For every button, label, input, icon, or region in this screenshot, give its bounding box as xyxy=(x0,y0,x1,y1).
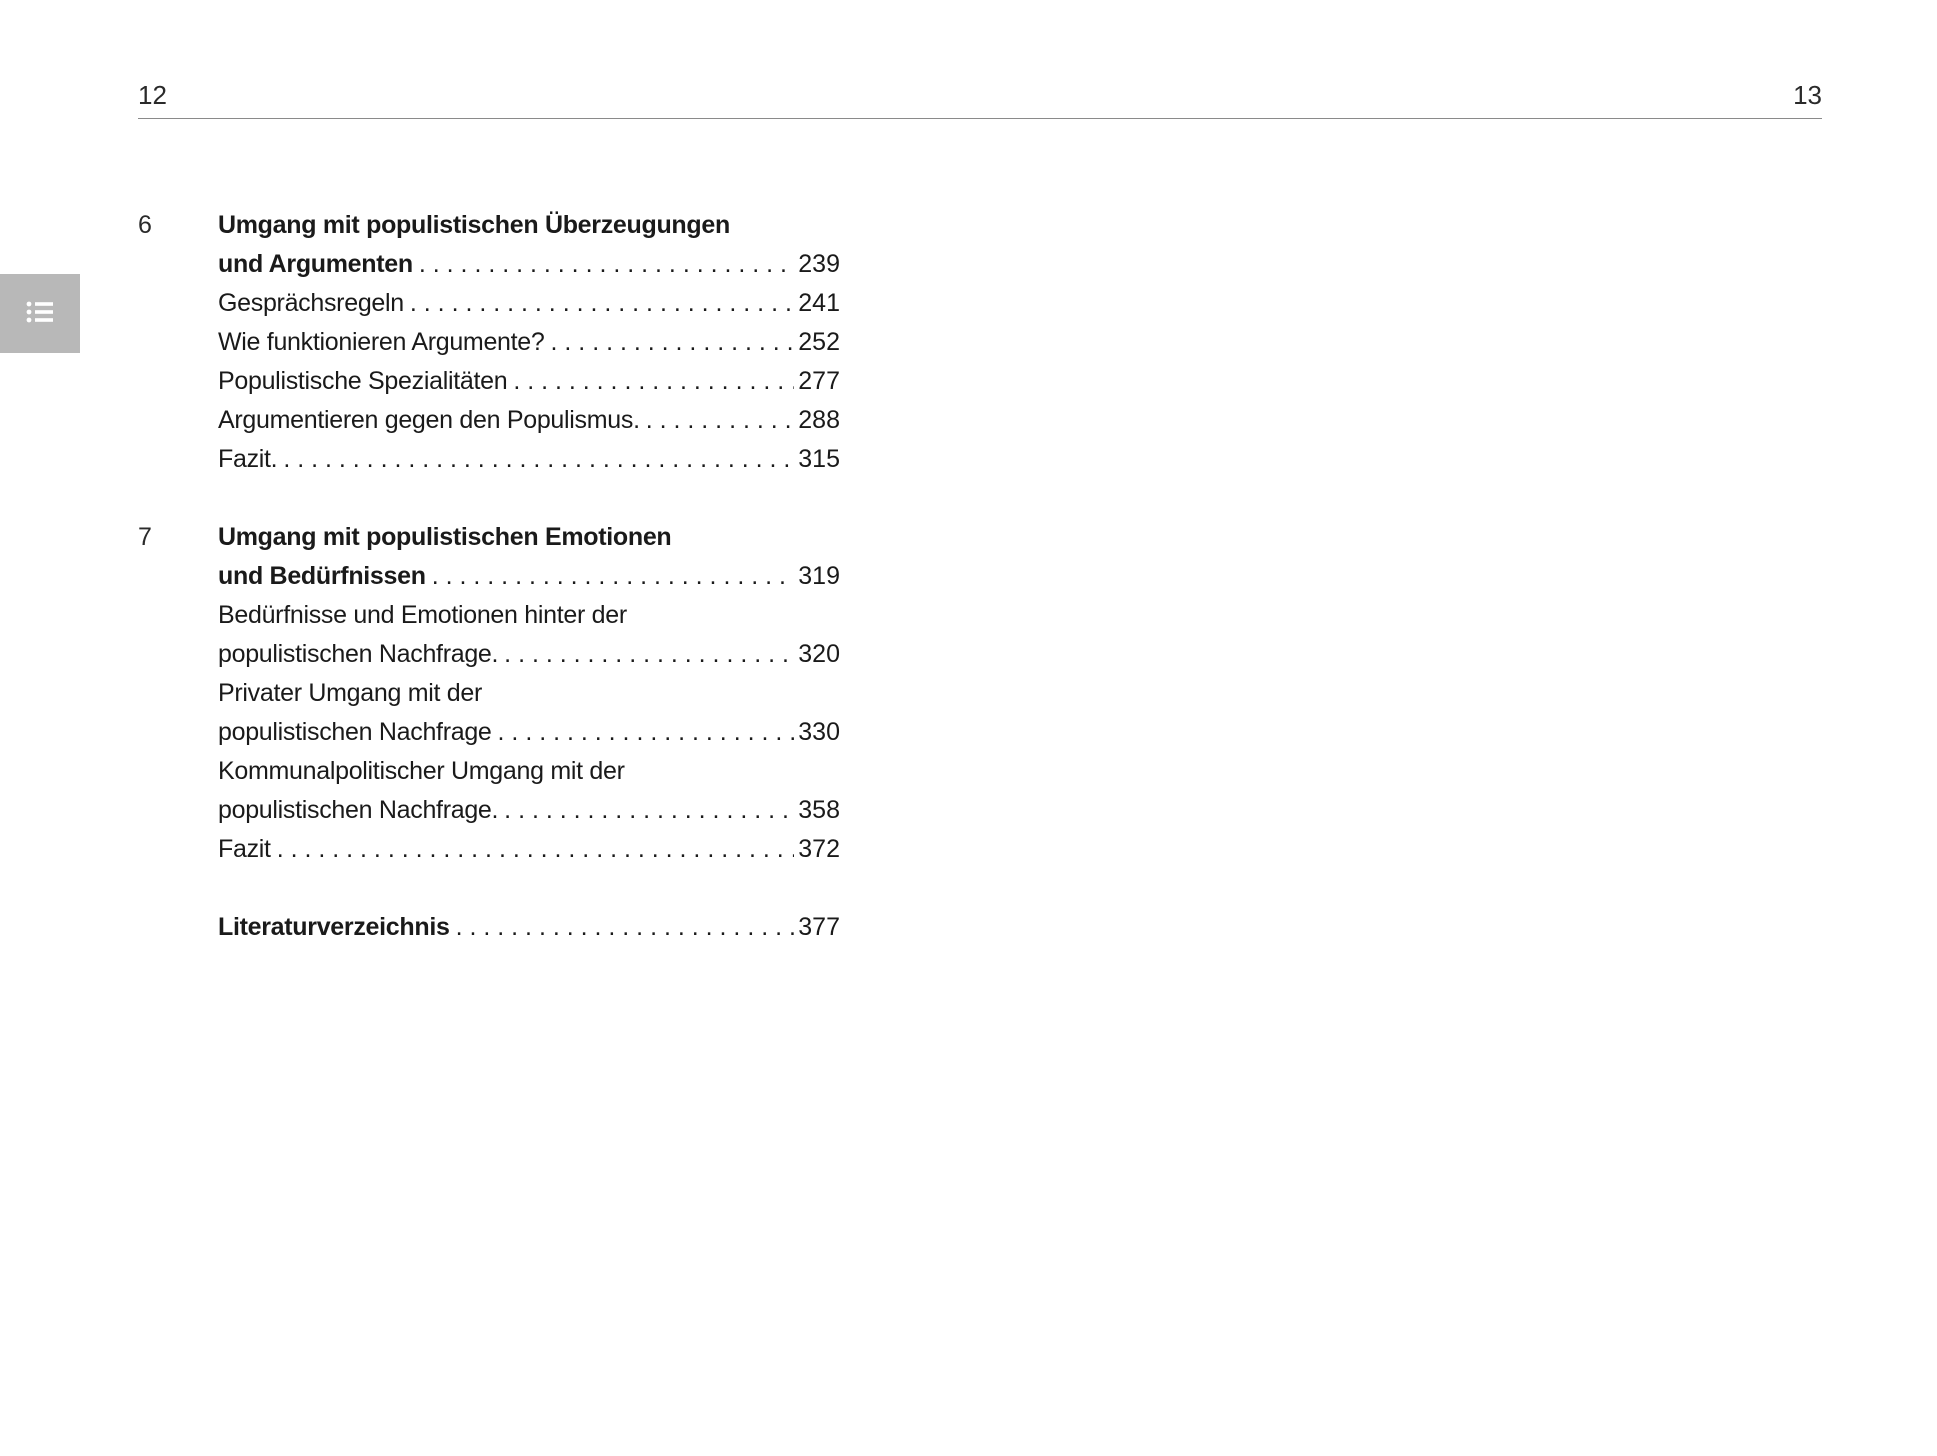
toc-entry[interactable] xyxy=(218,791,840,830)
table-of-contents-button[interactable] xyxy=(0,274,80,353)
bibliography-entry[interactable] xyxy=(218,908,840,947)
chapter-number: 7 xyxy=(138,523,152,551)
dot-leader xyxy=(419,245,794,284)
dot-leader xyxy=(410,284,794,323)
dot-leader xyxy=(277,830,795,869)
page-number: 315 xyxy=(798,445,840,473)
toc-entry[interactable] xyxy=(218,440,840,479)
dot-leader xyxy=(283,440,794,479)
toc-entry[interactable] xyxy=(218,401,840,440)
entry-title-line1: Bedürfnisse und Emotionen hinter der xyxy=(218,601,627,629)
entry-title-line1: Kommunalpolitischer Umgang mit der xyxy=(218,757,625,785)
chapter-title-entry[interactable] xyxy=(218,557,840,596)
dot-leader xyxy=(513,362,794,401)
toc-entry[interactable] xyxy=(218,830,840,869)
entry-title: Wie funktionieren Argumente? xyxy=(218,328,545,356)
chapter-title-line2: und Argumenten xyxy=(218,250,413,278)
left-page-number: 12 xyxy=(138,80,167,110)
entry-title: Fazit. xyxy=(218,445,278,473)
toc-entry[interactable] xyxy=(218,362,840,401)
page-number: 330 xyxy=(798,718,840,746)
bibliography-section xyxy=(138,908,840,947)
entry-title: Populistische Spezialitäten xyxy=(218,367,508,395)
dot-leader xyxy=(432,557,795,596)
chapter-7 xyxy=(138,518,840,869)
dot-leader xyxy=(551,323,795,362)
chapter-title-entry[interactable] xyxy=(218,245,840,284)
page-number: 239 xyxy=(798,250,840,278)
page-header xyxy=(138,78,1822,119)
entry-title-line1: Privater Umgang mit der xyxy=(218,679,483,707)
toc-entry[interactable] xyxy=(218,635,840,674)
bibliography-title: Literaturverzeichnis xyxy=(218,913,450,941)
chapter-6 xyxy=(138,206,840,479)
page-number: 241 xyxy=(798,289,840,317)
entry-title: populistischen Nachfrage. xyxy=(218,640,499,668)
chapter-number: 6 xyxy=(138,211,152,239)
table-of-contents xyxy=(138,206,840,986)
right-page-number: 13 xyxy=(1793,80,1822,110)
toc-entry-line1[interactable] xyxy=(218,596,840,635)
page-number: 358 xyxy=(798,796,840,824)
list-icon xyxy=(26,300,54,328)
page-number: 252 xyxy=(798,328,840,356)
dot-leader xyxy=(456,908,795,947)
page-number: 288 xyxy=(798,406,840,434)
page-number: 320 xyxy=(798,640,840,668)
toc-entry[interactable] xyxy=(218,284,840,323)
toc-entry-line1[interactable] xyxy=(218,674,840,713)
page-number: 372 xyxy=(798,835,840,863)
dot-leader xyxy=(646,401,795,440)
entry-title: Fazit xyxy=(218,835,271,863)
chapter-title[interactable] xyxy=(218,206,840,245)
toc-entry[interactable] xyxy=(218,323,840,362)
toc-entry[interactable] xyxy=(218,713,840,752)
chapter-title[interactable] xyxy=(218,518,840,557)
entry-title: Gesprächsregeln xyxy=(218,289,404,317)
chapter-title-line1: Umgang mit populistischen Emotionen xyxy=(218,523,672,551)
entry-title: Argumentieren gegen den Populismus. xyxy=(218,406,640,434)
toc-entry-line1[interactable] xyxy=(218,752,840,791)
page-number: 277 xyxy=(798,367,840,395)
page-number: 319 xyxy=(798,562,840,590)
chapter-title-line2: und Bedürfnissen xyxy=(218,562,426,590)
entry-title: populistischen Nachfrage. xyxy=(218,796,499,824)
page-number: 377 xyxy=(798,913,840,941)
dot-leader xyxy=(504,791,794,830)
entry-title: populistischen Nachfrage xyxy=(218,718,492,746)
dot-leader xyxy=(498,713,795,752)
dot-leader xyxy=(504,635,794,674)
chapter-title-line1: Umgang mit populistischen Überzeugungen xyxy=(218,211,730,239)
